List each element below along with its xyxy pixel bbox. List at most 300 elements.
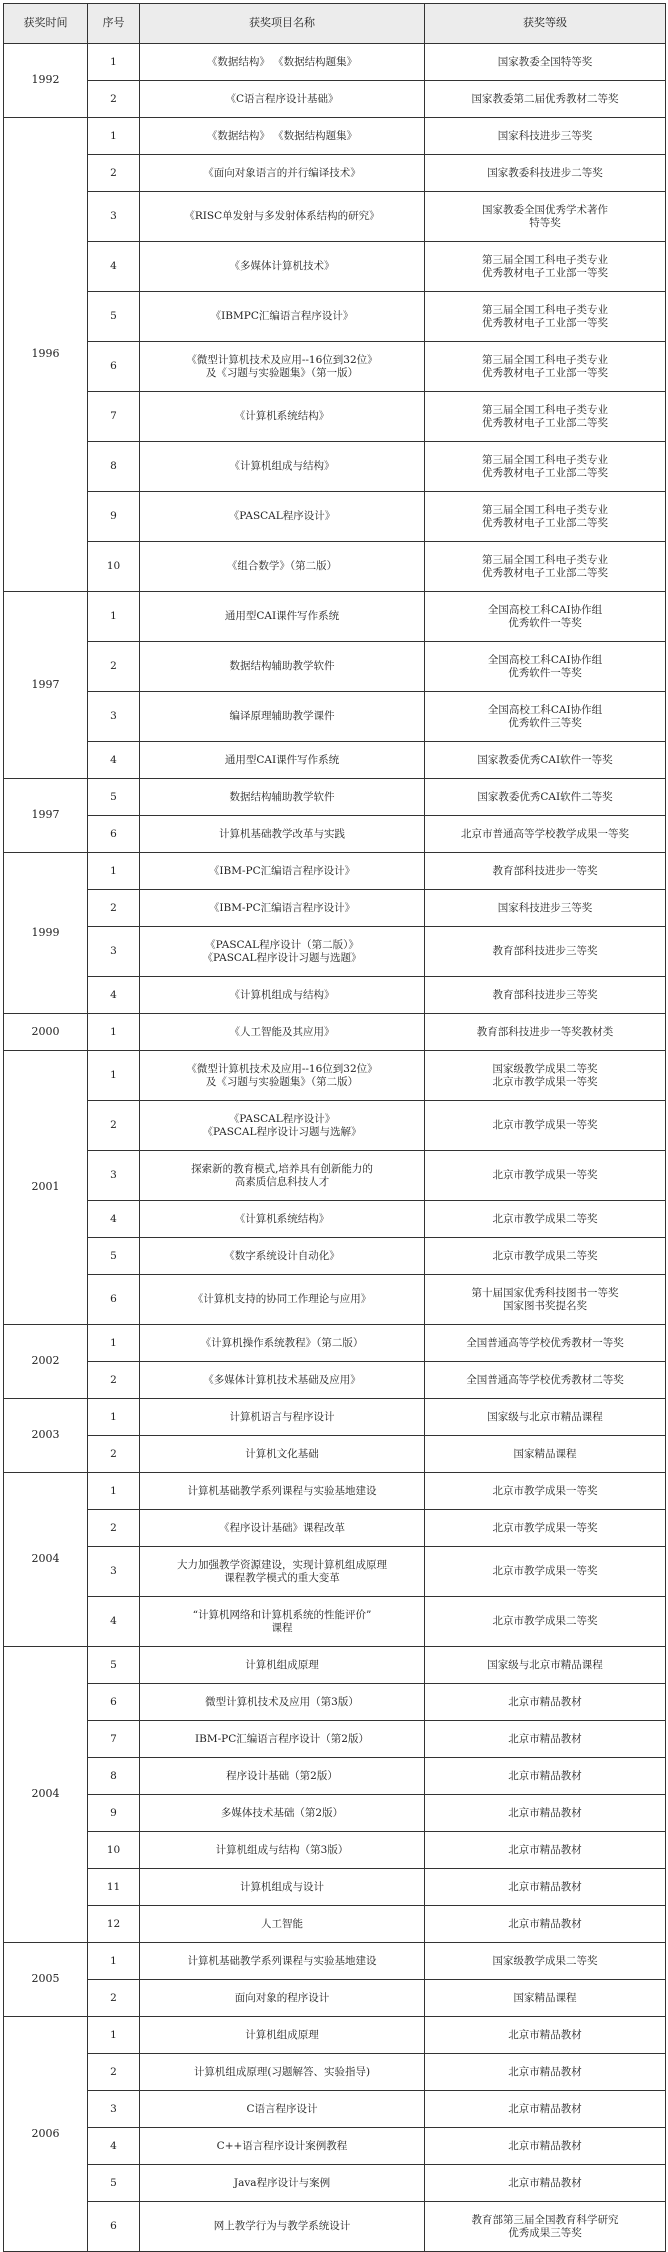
award-level-cell-line: 优秀教材电子工业部二等奖	[482, 466, 608, 479]
table-row	[4, 155, 666, 192]
award-level-cell	[425, 1275, 666, 1325]
project-name-cell-line: 课程教学模式的重大变革	[224, 1571, 340, 1584]
project-name-cell-line: 《PASCAL程序设计习题与选解》	[202, 1125, 362, 1138]
award-level-cell-line: 北京市精品教材	[508, 2176, 582, 2189]
award-level-cell-line: 北京市精品教材	[508, 2102, 582, 2115]
award-level-cell	[425, 1980, 666, 2017]
serial-number-cell: 7	[88, 1721, 140, 1758]
project-name-cell-line: 计算机基础教学系列课程与实验基地建设	[187, 1954, 377, 1967]
award-level-cell-line: 教育部科技进步一等奖	[492, 864, 598, 877]
award-level-cell	[425, 242, 666, 292]
table-row	[4, 1399, 666, 1436]
serial-number-cell: 3	[88, 192, 140, 242]
award-level-cell	[425, 816, 666, 853]
award-level-cell-line: 教育部科技进步一等奖教材类	[476, 1025, 614, 1038]
project-name-cell-line: 《计算机操作系统教程》（第二版）	[200, 1336, 364, 1349]
project-name-cell	[140, 1684, 425, 1721]
award-level-cell	[425, 442, 666, 492]
serial-number-cell: 6	[88, 1684, 140, 1721]
award-level-cell-line: 北京市精品教材	[508, 2139, 582, 2152]
header-row	[4, 4, 666, 44]
project-name-cell	[140, 442, 425, 492]
award-level-cell-line: 优秀软件三等奖	[508, 716, 582, 729]
serial-number-cell: 6	[88, 1275, 140, 1325]
project-name-cell-line: 《数据结构》 《数据结构题集》	[206, 55, 358, 68]
project-name-cell	[140, 1014, 425, 1051]
table-row	[4, 2017, 666, 2054]
table-row	[4, 1201, 666, 1238]
serial-number-cell: 8	[88, 442, 140, 492]
award-level-cell	[425, 1151, 666, 1201]
project-name-cell-line: 编译原理辅助教学课件	[229, 710, 335, 723]
serial-number-cell: 1	[88, 1943, 140, 1980]
award-level-cell-line: 国家教委科技进步二等奖	[487, 166, 603, 179]
award-level-cell	[425, 1325, 666, 1362]
project-name-cell-line: 《计算机系统结构》	[234, 410, 330, 423]
project-name-cell-line: 计算机组成原理	[245, 2028, 319, 2041]
award-level-cell	[425, 2128, 666, 2165]
project-name-cell-line: 计算机组成原理	[245, 1658, 319, 1671]
award-level-cell-line: 北京市教学成果二等奖	[492, 1249, 598, 1262]
project-name-cell	[140, 1832, 425, 1869]
serial-number-cell: 1	[88, 592, 140, 642]
project-name-cell	[140, 592, 425, 642]
award-year-cell: 2004	[4, 1473, 88, 1647]
project-name-cell-line: 计算机组成与结构（第3版）	[215, 1843, 349, 1856]
project-name-cell-line: 《组合数学》（第二版）	[226, 560, 338, 573]
award-level-cell	[425, 292, 666, 342]
table-row	[4, 1980, 666, 2017]
table-row	[4, 1101, 666, 1151]
award-level-cell	[425, 342, 666, 392]
serial-number-cell: 2	[88, 1362, 140, 1399]
header-award-level: 获奖等级	[425, 4, 666, 44]
table-row	[4, 779, 666, 816]
award-level-cell-line: 国家教委全国特等奖	[497, 55, 593, 68]
project-name-cell-line: 《计算机组成与结构》	[229, 460, 335, 473]
table-row	[4, 1795, 666, 1832]
project-name-cell-line: 数据结构辅助教学软件	[229, 790, 335, 803]
serial-number-cell: 3	[88, 927, 140, 977]
table-row	[4, 1869, 666, 1906]
award-year-cell: 2003	[4, 1399, 88, 1473]
award-level-cell-line: 第三届全国工科电子类专业	[482, 354, 608, 367]
award-level-cell-line: 北京市精品教材	[508, 2028, 582, 2041]
serial-number-cell: 3	[88, 1547, 140, 1597]
table-row	[4, 242, 666, 292]
award-level-cell-line: 北京市教学成果一等奖	[492, 1521, 598, 1534]
serial-number-cell: 5	[88, 779, 140, 816]
award-level-cell-line: 优秀软件一等奖	[508, 666, 582, 679]
project-name-cell-line: 计算机文化基础	[245, 1447, 319, 1460]
award-level-cell	[425, 1399, 666, 1436]
serial-number-cell: 10	[88, 1832, 140, 1869]
award-level-cell-line: 第三届全国工科电子类专业	[482, 404, 608, 417]
project-name-cell-line: 大力加强教学资源建设，实现计算机组成原理	[177, 1559, 387, 1572]
serial-number-cell: 2	[88, 1510, 140, 1547]
table-row	[4, 2054, 666, 2091]
project-name-cell	[140, 1758, 425, 1795]
serial-number-cell: 11	[88, 1869, 140, 1906]
project-name-cell	[140, 1721, 425, 1758]
project-name-cell-line: 网上教学行为与教学系统设计	[213, 2220, 351, 2233]
project-name-cell	[140, 44, 425, 81]
table-row	[4, 1832, 666, 1869]
project-name-cell-line: 《计算机系统结构》	[234, 1212, 330, 1225]
project-name-cell-line: C语言程序设计	[246, 2102, 318, 2115]
project-name-cell	[140, 816, 425, 853]
award-level-cell-line: 优秀软件一等奖	[508, 616, 582, 629]
table-row	[4, 118, 666, 155]
award-level-cell-line: 北京市精品教材	[508, 1880, 582, 1893]
award-level-cell	[425, 1473, 666, 1510]
serial-number-cell: 2	[88, 155, 140, 192]
project-name-cell	[140, 81, 425, 118]
award-level-cell	[425, 192, 666, 242]
award-level-cell	[425, 81, 666, 118]
award-level-cell	[425, 1832, 666, 1869]
award-level-cell-line: 优秀教材电子工业部一等奖	[482, 316, 608, 329]
project-name-cell	[140, 2091, 425, 2128]
award-level-cell	[425, 1510, 666, 1547]
table-row	[4, 2165, 666, 2202]
award-level-cell	[425, 927, 666, 977]
award-level-cell-line: 北京市精品教材	[508, 1843, 582, 1856]
award-level-cell-line: 国家教委第二届优秀教材二等奖	[471, 92, 619, 105]
award-level-cell	[425, 779, 666, 816]
serial-number-cell: 4	[88, 977, 140, 1014]
award-level-cell-line: 国家科技进步三等奖	[497, 901, 593, 914]
award-level-cell	[425, 642, 666, 692]
serial-number-cell: 3	[88, 1151, 140, 1201]
table-row	[4, 853, 666, 890]
table-row	[4, 1151, 666, 1201]
project-name-cell-line: 数据结构辅助教学软件	[229, 660, 335, 673]
award-level-cell	[425, 1014, 666, 1051]
award-level-cell-line: 全国普通高等学校优秀教材二等奖	[466, 1373, 624, 1386]
project-name-cell	[140, 927, 425, 977]
award-level-cell-line: 全国普通高等学校优秀教材一等奖	[466, 1336, 624, 1349]
award-level-cell	[425, 1721, 666, 1758]
project-name-cell	[140, 1238, 425, 1275]
award-year-cell: 1999	[4, 853, 88, 1014]
award-level-cell	[425, 1869, 666, 1906]
award-level-cell	[425, 44, 666, 81]
award-level-cell	[425, 1051, 666, 1101]
project-name-cell	[140, 977, 425, 1014]
award-level-cell-line: 北京市教学成果一等奖	[492, 1119, 598, 1132]
award-level-cell	[425, 1436, 666, 1473]
table-row	[4, 1362, 666, 1399]
serial-number-cell: 1	[88, 44, 140, 81]
award-level-cell	[425, 2202, 666, 2252]
award-level-cell-line: 国家级教学成果二等奖	[492, 1954, 598, 1967]
project-name-cell-line: 计算机组成原理(习题解答、实验指导)	[193, 2065, 371, 2078]
serial-number-cell: 5	[88, 1238, 140, 1275]
project-name-cell-line: 《数字系统设计自动化》	[224, 1249, 340, 1262]
award-level-cell-line: 全国高校工科CAI协作组	[487, 604, 603, 617]
serial-number-cell: 2	[88, 1980, 140, 2017]
award-level-cell	[425, 1795, 666, 1832]
project-name-cell-line: 探索新的教育模式,培养具有创新能力的	[191, 1163, 373, 1176]
serial-number-cell: 9	[88, 1795, 140, 1832]
project-name-cell-line: 《微型计算机技术及应用--16位到32位》	[186, 1063, 378, 1076]
table-row	[4, 342, 666, 392]
award-year-cell: 2005	[4, 1943, 88, 2017]
award-year-cell: 1992	[4, 44, 88, 118]
table-row	[4, 192, 666, 242]
award-level-cell-line: 北京市精品教材	[508, 2065, 582, 2078]
serial-number-cell: 1	[88, 1325, 140, 1362]
award-level-cell	[425, 1943, 666, 1980]
table-row	[4, 890, 666, 927]
award-level-cell-line: 北京市精品教材	[508, 1769, 582, 1782]
award-level-cell	[425, 1238, 666, 1275]
project-name-cell	[140, 692, 425, 742]
table-row	[4, 1597, 666, 1647]
award-level-cell	[425, 2017, 666, 2054]
table-row	[4, 81, 666, 118]
award-level-cell-line: 优秀教材电子工业部二等奖	[482, 416, 608, 429]
table-row	[4, 1510, 666, 1547]
award-year-cell: 2001	[4, 1051, 88, 1325]
project-name-cell	[140, 2128, 425, 2165]
award-level-cell-line: 国家级与北京市精品课程	[487, 1658, 603, 1671]
award-level-cell	[425, 392, 666, 442]
award-level-cell-line: 国家教委全国优秀学术著作	[482, 204, 608, 217]
serial-number-cell: 2	[88, 81, 140, 118]
serial-number-cell: 2	[88, 2054, 140, 2091]
project-name-cell	[140, 2017, 425, 2054]
serial-number-cell: 3	[88, 692, 140, 742]
table-row	[4, 1436, 666, 1473]
award-level-cell-line: 第三届全国工科电子类专业	[482, 504, 608, 517]
award-year-cell: 2006	[4, 2017, 88, 2252]
project-name-cell	[140, 192, 425, 242]
award-level-cell-line: 教育部科技进步三等奖	[492, 945, 598, 958]
serial-number-cell: 1	[88, 853, 140, 890]
project-name-cell-line: 《微型计算机技术及应用--16位到32位》	[186, 354, 378, 367]
project-name-cell-line: 《PASCAL程序设计》	[228, 510, 336, 523]
project-name-cell-line: 高素质信息科技人才	[234, 1175, 330, 1188]
award-level-cell	[425, 1647, 666, 1684]
table-row	[4, 1684, 666, 1721]
project-name-cell	[140, 1051, 425, 1101]
award-level-cell-line: 北京市教学成果二等奖	[492, 1615, 598, 1628]
project-name-cell	[140, 242, 425, 292]
award-level-cell-line: 北京市教学成果一等奖	[492, 1484, 598, 1497]
table-row	[4, 1473, 666, 1510]
award-level-cell-line: 北京市教学成果一等奖	[492, 1075, 598, 1088]
award-level-cell	[425, 1906, 666, 1943]
table-body	[4, 44, 666, 2252]
serial-number-cell: 4	[88, 1201, 140, 1238]
project-name-cell-line: 微型计算机技术及应用（第3版）	[205, 1695, 359, 1708]
award-year-cell: 1997	[4, 779, 88, 853]
table-row	[4, 1943, 666, 1980]
award-level-cell-line: 第三届全国工科电子类专业	[482, 304, 608, 317]
table-row	[4, 642, 666, 692]
award-level-cell-line: 国家教委优秀CAI软件二等奖	[477, 790, 613, 803]
project-name-cell-line: IBM-PC汇编语言程序设计（第2版）	[195, 1732, 369, 1745]
serial-number-cell: 4	[88, 2128, 140, 2165]
project-name-cell-line: 通用型CAI课件写作系统	[224, 610, 340, 623]
project-name-cell-line: 计算机组成与设计	[240, 1880, 324, 1893]
project-name-cell-line: 计算机基础教学系列课程与实验基地建设	[187, 1484, 377, 1497]
award-level-cell	[425, 592, 666, 642]
project-name-cell-line: 《IBM-PC汇编语言程序设计》	[208, 901, 356, 914]
award-level-cell-line: 北京市精品教材	[508, 1732, 582, 1745]
award-level-cell-line: 北京市精品教材	[508, 1806, 582, 1819]
project-name-cell	[140, 853, 425, 890]
project-name-cell-line: 《PASCAL程序设计（第二版）》	[205, 939, 359, 952]
table-row	[4, 1647, 666, 1684]
serial-number-cell: 2	[88, 642, 140, 692]
award-level-cell-line: 教育部第三届全国教育科学研究	[471, 2214, 619, 2227]
project-name-cell	[140, 1869, 425, 1906]
project-name-cell	[140, 1151, 425, 1201]
award-year-cell: 2004	[4, 1647, 88, 1943]
award-level-cell-line: 第三届全国工科电子类专业	[482, 254, 608, 267]
project-name-cell	[140, 1436, 425, 1473]
project-name-cell-line: 及《习题与实验题集》（第一版）	[205, 366, 359, 379]
project-name-cell-line: 《人工智能及其应用》	[229, 1025, 335, 1038]
project-name-cell	[140, 1980, 425, 2017]
project-name-cell-line: 程序设计基础（第2版）	[226, 1769, 338, 1782]
award-level-cell-line: 国家教委优秀CAI软件一等奖	[477, 753, 613, 766]
award-level-cell-line: 北京市教学成果一等奖	[492, 1565, 598, 1578]
award-level-cell-line: 国家图书奖提名奖	[503, 1299, 587, 1312]
serial-number-cell: 1	[88, 1399, 140, 1436]
table-row	[4, 1758, 666, 1795]
project-name-cell-line: “计算机网络和计算机系统的性能评价”	[192, 1609, 372, 1622]
table-row	[4, 1721, 666, 1758]
table-row	[4, 1014, 666, 1051]
award-level-cell	[425, 1101, 666, 1151]
award-level-cell-line: 北京市普通高等学校教学成果一等奖	[461, 827, 629, 840]
table-row	[4, 292, 666, 342]
project-name-cell	[140, 1510, 425, 1547]
project-name-cell	[140, 890, 425, 927]
award-level-cell-line: 优秀教材电子工业部一等奖	[482, 266, 608, 279]
serial-number-cell: 3	[88, 2091, 140, 2128]
award-level-cell-line: 北京市教学成果二等奖	[492, 1212, 598, 1225]
project-name-cell	[140, 1795, 425, 1832]
table-row	[4, 392, 666, 442]
project-name-cell-line: Java程序设计与案例	[233, 2176, 331, 2189]
project-name-cell	[140, 779, 425, 816]
table-row	[4, 1051, 666, 1101]
serial-number-cell: 12	[88, 1906, 140, 1943]
award-level-cell-line: 国家级与北京市精品课程	[487, 1410, 603, 1423]
table-row	[4, 44, 666, 81]
award-level-cell-line: 全国高校工科CAI协作组	[487, 654, 603, 667]
project-name-cell-line: 《多媒体计算机技术》	[229, 260, 335, 273]
award-level-cell-line: 北京市精品教材	[508, 1917, 582, 1930]
award-level-cell-line: 优秀教材电子工业部一等奖	[482, 366, 608, 379]
award-level-cell	[425, 542, 666, 592]
serial-number-cell: 4	[88, 242, 140, 292]
award-level-cell	[425, 492, 666, 542]
table-row	[4, 1275, 666, 1325]
serial-number-cell: 5	[88, 2165, 140, 2202]
serial-number-cell: 4	[88, 742, 140, 779]
project-name-cell-line: 《IBMPC汇编语言程序设计》	[210, 310, 354, 323]
award-year-cell: 1997	[4, 592, 88, 779]
table-row	[4, 442, 666, 492]
award-level-cell-line: 国家科技进步三等奖	[497, 129, 593, 142]
project-name-cell-line: 课程	[271, 1621, 293, 1634]
award-level-cell	[425, 853, 666, 890]
award-level-cell	[425, 2091, 666, 2128]
project-name-cell-line: 《C语言程序设计基础》	[225, 92, 339, 105]
award-year-cell: 2002	[4, 1325, 88, 1399]
award-level-cell-line: 北京市精品教材	[508, 1695, 582, 1708]
serial-number-cell: 4	[88, 1597, 140, 1647]
project-name-cell-line: 《多媒体计算机技术基础及应用》	[203, 1373, 361, 1386]
award-level-cell-line: 第十届国家优秀科技图书一等奖	[471, 1287, 619, 1300]
project-name-cell	[140, 292, 425, 342]
project-name-cell	[140, 492, 425, 542]
award-level-cell-line: 优秀成果三等奖	[508, 2226, 582, 2239]
award-year-cell: 2000	[4, 1014, 88, 1051]
project-name-cell	[140, 1943, 425, 1980]
project-name-cell	[140, 2054, 425, 2091]
table-row	[4, 1906, 666, 1943]
project-name-cell	[140, 155, 425, 192]
award-level-cell	[425, 1362, 666, 1399]
serial-number-cell: 8	[88, 1758, 140, 1795]
project-name-cell-line: 计算机语言与程序设计	[229, 1410, 335, 1423]
project-name-cell-line: 人工智能	[261, 1917, 303, 1930]
serial-number-cell: 1	[88, 118, 140, 155]
table-row	[4, 492, 666, 542]
serial-number-cell: 5	[88, 292, 140, 342]
award-level-cell	[425, 2165, 666, 2202]
project-name-cell	[140, 2202, 425, 2252]
table-row	[4, 927, 666, 977]
project-name-cell-line: 及《习题与实验题集》（第二版）	[205, 1075, 359, 1088]
table-row	[4, 977, 666, 1014]
project-name-cell	[140, 392, 425, 442]
award-level-cell	[425, 977, 666, 1014]
serial-number-cell: 1	[88, 1051, 140, 1101]
table-row	[4, 816, 666, 853]
project-name-cell	[140, 1906, 425, 1943]
project-name-cell-line: 面向对象的程序设计	[234, 1991, 330, 2004]
project-name-cell	[140, 1362, 425, 1399]
award-level-cell-line: 国家精品课程	[513, 1991, 577, 2004]
serial-number-cell: 2	[88, 1436, 140, 1473]
project-name-cell	[140, 1473, 425, 1510]
award-level-cell	[425, 1201, 666, 1238]
table-row	[4, 1547, 666, 1597]
serial-number-cell: 6	[88, 342, 140, 392]
project-name-cell	[140, 742, 425, 779]
award-level-cell	[425, 890, 666, 927]
table-row	[4, 742, 666, 779]
serial-number-cell: 5	[88, 1647, 140, 1684]
project-name-cell	[140, 1275, 425, 1325]
award-level-cell	[425, 1684, 666, 1721]
project-name-cell	[140, 642, 425, 692]
serial-number-cell: 1	[88, 1014, 140, 1051]
award-level-cell	[425, 1547, 666, 1597]
table-header	[4, 4, 666, 44]
award-level-cell-line: 教育部科技进步三等奖	[492, 988, 598, 1001]
project-name-cell-line: 《计算机组成与结构》	[229, 988, 335, 1001]
project-name-cell	[140, 342, 425, 392]
